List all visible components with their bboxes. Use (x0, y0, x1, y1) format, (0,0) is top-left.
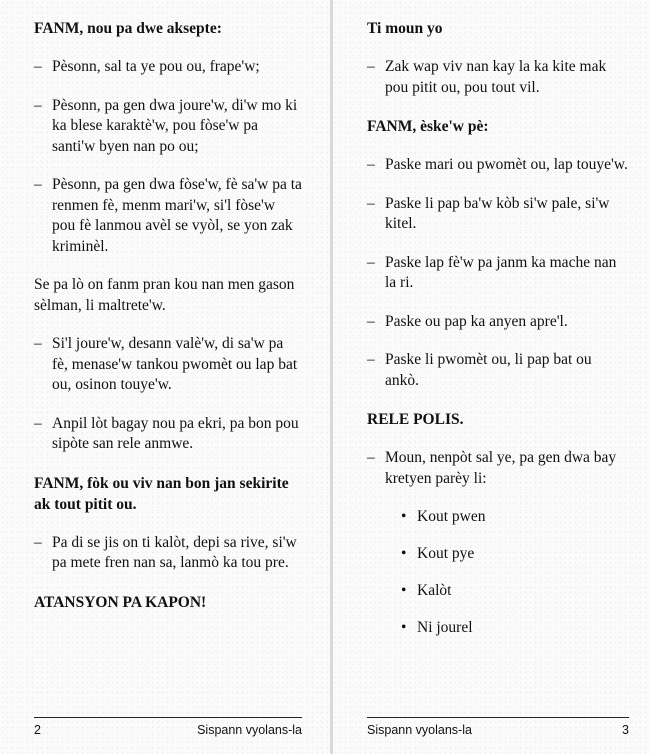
heading-fanm-eske-pe: FANM, èske'w pè: (367, 118, 489, 135)
bullet-item-text: Kalòt (417, 582, 452, 599)
list-item (367, 253, 629, 294)
bullet-icon: • (401, 619, 407, 636)
footer-left (34, 717, 302, 744)
running-title: Sispann vyolans-la (197, 723, 302, 737)
heading-ti-moun-yo: Ti moun yo (367, 20, 443, 37)
list-item-text: Paske ou pap ka anyen apre'l. (385, 312, 568, 330)
right-column (367, 18, 629, 655)
bullet-icon: • (401, 508, 407, 525)
list-item (34, 57, 302, 78)
list-item-text: Paske li pwomèt ou, li pap bat ou ankò. (385, 351, 592, 389)
running-title: Sispann vyolans-la (367, 723, 472, 737)
heading-fanm-sekirite: FANM, fòk ou viv nan bon jan sekirite ak tout pitit ou. (34, 474, 289, 513)
bullet-icon: • (401, 545, 407, 562)
dash-marker: – (34, 533, 42, 551)
dash-marker: – (367, 351, 375, 368)
list-item-text: Pa di se jis on ti kalòt, depi sa rive, si'w pa mete fren nan sa, lanmò ka tou pre. (52, 533, 297, 571)
bullet-item-text: Kout pye (417, 545, 475, 562)
list-item-text: Moun, nenpòt sal ye, pa gen dwa bay kretyen parèy li: (385, 449, 617, 487)
bullet-item (367, 618, 629, 638)
list-item-text: Paske li pap ba'w kòb si'w pale, si'w kitel. (385, 194, 610, 232)
dash-marker: – (367, 312, 375, 330)
dash-marker: – (367, 449, 375, 466)
list-item (367, 448, 629, 489)
dash-marker: – (34, 176, 42, 193)
bullet-item-text: Ni jourel (417, 619, 473, 636)
dash-marker: – (34, 96, 42, 114)
list-item-text: Zak wap viv nan kay la ka kite mak pou pitit ou, pou tout vil. (385, 58, 607, 96)
list-item (367, 57, 629, 98)
left-column (34, 18, 302, 631)
dash-marker: – (367, 194, 375, 212)
list-item (367, 312, 629, 333)
dash-marker: – (34, 58, 42, 75)
dash-marker: – (367, 58, 375, 75)
heading-rele-polis: RELE POLIS. (367, 411, 464, 428)
page-number: 3 (622, 723, 629, 737)
page-right (333, 0, 650, 754)
page-number: 2 (34, 723, 41, 737)
list-item (34, 96, 302, 158)
list-item-text: Pèsonn, sal ta ye pou ou, frape'w; (52, 58, 260, 75)
dash-marker: – (367, 253, 375, 271)
dash-marker: – (367, 156, 375, 173)
heading-atansyon: ATANSYON PA KAPON! (34, 593, 207, 611)
list-item-text: Si'l joure'w, desann valè'w, di sa'w pa fè, menase'w tankou pwomèt ou lap bat ou, osinon touye'w. (52, 335, 298, 393)
bullet-item-text: Kout pwen (417, 508, 486, 525)
list-item-text: Anpil lòt bagay nou pa ekri, pa bon pou sipòte san rele anmwe. (52, 414, 299, 452)
list-item (34, 533, 302, 574)
list-item (367, 194, 629, 235)
list-item (34, 414, 302, 455)
list-item-text: Pèsonn, pa gen dwa joure'w, di'w mo ki ka blese karaktè'w, pou fòse'w pa santi'w byen nan po ou; (52, 96, 298, 155)
heading-fanm-pa-aksepte: FANM, nou pa dwe aksepte: (34, 20, 222, 37)
list-item (367, 155, 629, 176)
paragraph-maltrete: Se pa lò on fanm pran kou nan men gason sèlman, li maltrete'w. (34, 276, 295, 314)
list-item (367, 350, 629, 391)
dash-marker: – (34, 414, 42, 432)
list-item (34, 175, 302, 257)
bullet-item (367, 581, 629, 601)
list-item (34, 334, 302, 396)
list-item-text: Paske lap fè'w pa janm ka mache nan la ri. (385, 253, 617, 291)
list-item-text: Pèsonn, pa gen dwa fòse'w, fè sa'w pa ta renmen fè, menm mari'w, si'l fòse'w pou fè lanmou avèl se vyòl, se yon zak kriminèl. (52, 176, 302, 255)
list-item-text: Paske mari ou pwomèt ou, lap touye'w. (385, 156, 628, 173)
bullet-icon: • (401, 582, 407, 599)
dash-marker: – (34, 335, 42, 352)
bullet-item (367, 507, 629, 527)
footer-right (367, 717, 629, 744)
bullet-item (367, 544, 629, 564)
